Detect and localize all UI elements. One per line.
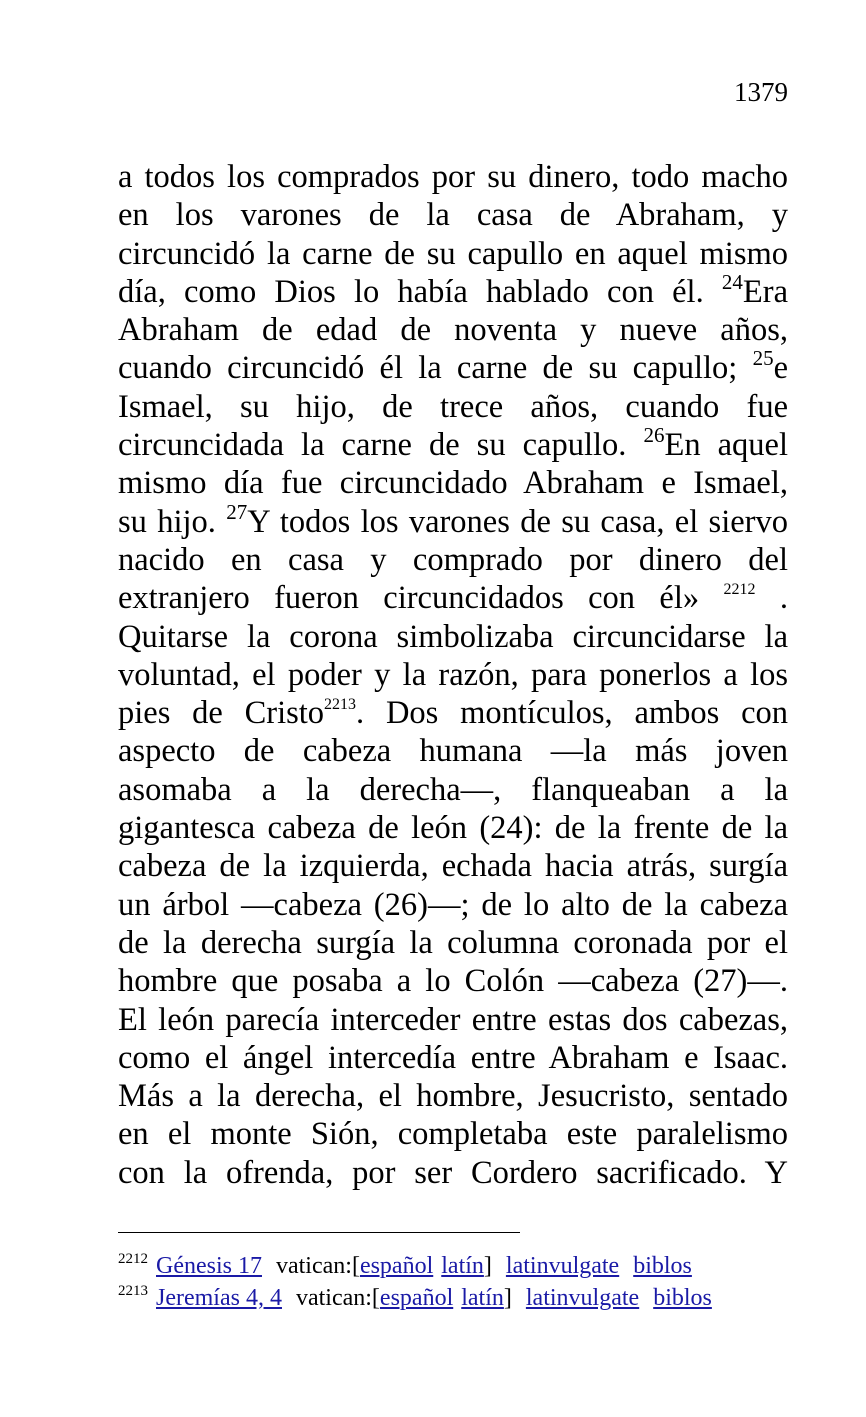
footnote-divider [118, 1232, 520, 1233]
vatican-latin-link[interactable]: latín [461, 1285, 504, 1311]
text-line: de la derecha surgía la columna coronada por el [118, 924, 788, 961]
text-line: Quitarse la corona simbolizaba circuncidarse la [118, 618, 788, 655]
text-line: circuncidó la carne de su capullo en aquel mismo [118, 235, 788, 272]
text-line: Ismael, su hijo, de trece años, cuando fue [118, 388, 788, 425]
text-line: como el ángel intercedía entre Abraham e Isaac. [118, 1039, 788, 1076]
text-line: Más a la derecha, el hombre, Jesucristo, sentado [118, 1078, 788, 1115]
text-segment: . [755, 580, 788, 617]
latinvulgate-link[interactable]: latinvulgate [505, 1253, 620, 1279]
scripture-ref-link[interactable]: Jeremías 4, 4 [156, 1285, 282, 1311]
footnotes [118, 1250, 818, 1314]
text-segment: día, como Dios lo había hablado con él. [118, 273, 722, 310]
text-line: gigantesca cabeza de león (24): de la frente de la [118, 810, 788, 847]
text-line [118, 694, 788, 732]
text-line: mismo día fue circuncidado Abraham e Ismael, [118, 465, 788, 502]
verse-number: 27 [226, 499, 248, 524]
footnote-2212 [118, 1250, 818, 1282]
text-segment: circuncidada la carne de su capullo. [118, 427, 644, 464]
text-line: hombre que posaba a lo Colón —cabeza (27)—. [118, 963, 788, 1000]
text-segment: cuando circuncidó él la carne de su capullo; [118, 350, 753, 387]
footnote-2213 [118, 1282, 818, 1314]
vatican-label: vatican:[ [295, 1285, 380, 1311]
bracket-close: ] [483, 1253, 492, 1279]
biblos-link[interactable]: biblos [653, 1285, 712, 1311]
text-line: a todos los comprados por su dinero, todo macho [118, 159, 788, 195]
text-line: asomaba a la derecha—, flanqueaban a la [118, 771, 788, 808]
text-segment: su hijo. [118, 503, 227, 540]
verse-number: 26 [643, 423, 665, 448]
bracket-close: ] [503, 1285, 512, 1311]
text-line: El león parecía interceder entre estas dos cabezas, [118, 1001, 788, 1038]
text-line: cabeza de la izquierda, echada hacia atrás, surgía [118, 848, 788, 885]
text-segment: . Dos montículos, ambos con [356, 695, 788, 732]
text-line: con la ofrenda, por ser Cordero sacrificado. Y [118, 1154, 788, 1191]
footnote-marker: 2212 [723, 581, 756, 599]
text-line [118, 499, 788, 541]
body-text [118, 158, 788, 1192]
text-segment: Y todos los varones de su casa, el siervo [247, 503, 788, 540]
text-line: Abraham de edad de noventa y nueve años, [118, 312, 788, 349]
vatican-latin-link[interactable]: latín [441, 1253, 484, 1279]
vatican-label: vatican:[ [275, 1253, 360, 1279]
text-line [118, 423, 788, 464]
footnote-marker: 2213 [324, 696, 357, 714]
text-segment: e [773, 350, 788, 387]
footnote-number: 2212 [118, 1251, 148, 1267]
footnote-number: 2213 [118, 1283, 148, 1299]
latinvulgate-link[interactable]: latinvulgate [525, 1285, 640, 1311]
text-line: un árbol —cabeza (26)—; de lo alto de la cabeza [118, 886, 788, 923]
text-line: voluntad, el poder y la razón, para ponerlos a los [118, 656, 788, 693]
verse-number: 25 [752, 346, 774, 371]
page-number: 1379 [734, 77, 788, 107]
text-segment: En aquel [664, 427, 788, 464]
vatican-espanol-link[interactable]: español [359, 1253, 434, 1279]
scripture-ref-link[interactable]: Génesis 17 [156, 1253, 262, 1279]
text-line: nacido en casa y comprado por dinero del [118, 541, 788, 578]
text-line [118, 346, 788, 387]
text-segment: extranjero fueron circuncidados con él» [118, 580, 724, 617]
text-line [118, 269, 788, 311]
text-line [118, 579, 788, 617]
text-segment: pies de Cristo [118, 695, 325, 732]
text-line: aspecto de cabeza humana —la más joven [118, 733, 788, 770]
text-line: en el monte Sión, completaba este paralelismo [118, 1116, 788, 1153]
text-segment: Era [742, 273, 788, 310]
biblos-link[interactable]: biblos [633, 1253, 692, 1279]
vatican-espanol-link[interactable]: español [379, 1285, 454, 1311]
verse-number: 24 [721, 269, 743, 294]
text-line: en los varones de la casa de Abraham, y [118, 197, 788, 234]
